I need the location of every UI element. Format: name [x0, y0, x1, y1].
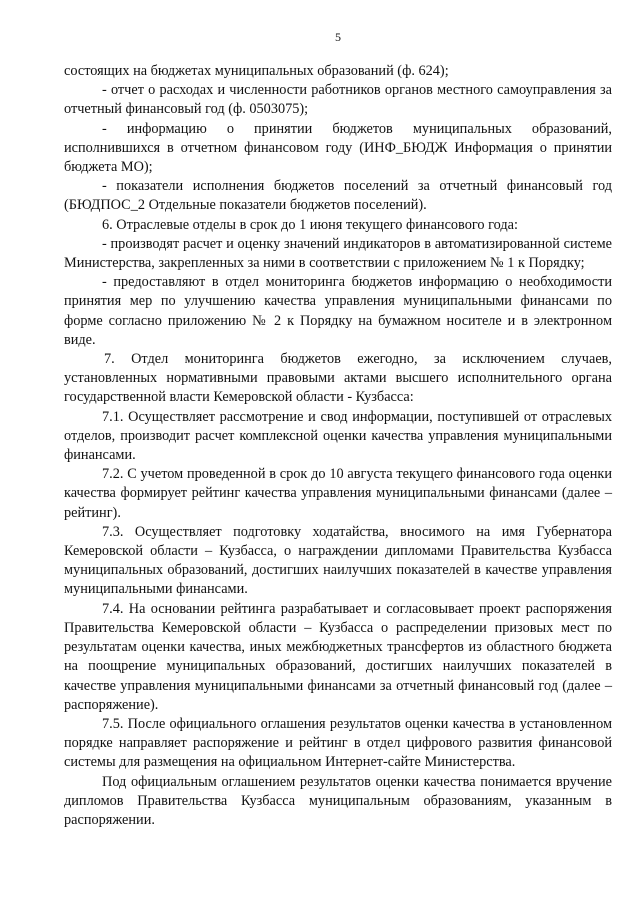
- paragraph-item-7-2: 7.2. С учетом проведенной в срок до 10 августа текущего финансового года оценки качества формирует рейтинг качества управления муниципальными финансами (далее – рейтинг).: [64, 466, 612, 521]
- paragraph-official-announcement: Под официальным оглашением результатов оценки качества понимается вручение дипломов Правительства Кузбасса муниципальным образованиям, указанным в распоряжении.: [64, 773, 612, 828]
- paragraph-continuation: состоящих на бюджетах муниципальных образований (ф. 624);: [64, 63, 449, 79]
- paragraph-item-6: 6. Отраслевые отделы в срок до 1 июня текущего финансового года:: [102, 216, 518, 233]
- paragraph-item-7-5: 7.5. После официального оглашения результатов оценки качества в установленном порядке направляет распоряжение и рейтинг в отдел цифрового развития финансовой системы для размещения на официальном Интернет-сайте Министерства.: [64, 715, 612, 771]
- paragraph-item-7-4: 7.4. На основании рейтинга разрабатывает и согласовывает проект распоряжения Правительства Кемеровской области – Кузбасса о распределении призовых мест по результатам оценки качества, иных межбюджетных трансфертов из областного бюджета на поощрение муниципальных образований, достигших наилучших показателей в качестве управления муниципальными финансами за отчетный финансовый год (далее – распоряжение).: [64, 600, 612, 713]
- page-number: 5: [335, 30, 341, 44]
- paragraph-settlement-indicators: - показатели исполнения бюджетов поселений за отчетный финансовый год (БЮДПОС_2 Отдельные показатели бюджетов поселений).: [64, 178, 612, 214]
- paragraph-report-expenses: - отчет о расходах и численности работников органов местного самоуправления за отчетный финансовый год (ф. 0503075);: [64, 82, 612, 118]
- paragraph-budget-adoption: - информацию о принятии бюджетов муниципальных образований, исполнившихся в отчетном финансовом году (ИНФ_БЮДЖ Информация о принятии бюджета МО);: [64, 120, 612, 176]
- document-body: [64, 62, 612, 830]
- paragraph-item-7-3: 7.3. Осуществляет подготовку ходатайства, вносимого на имя Губернатора Кемеровской области – Кузбасса, о награждении дипломами Правительства Кузбасса муниципальных образований, достигших наилучших показателей в качестве управления муниципальными финансами.: [64, 523, 612, 598]
- paragraph-item-6-calc: - производят расчет и оценку значений индикаторов в автоматизированной системе Министерства, закрепленных за ними в соответствии с приложением № 1 к Порядку;: [64, 235, 612, 272]
- paragraph-item-7: 7. Отдел мониторинга бюджетов ежегодно, за исключением случаев, установленных нормативными правовыми актами высшего исполнительного органа государственной власти Кемеровской области - Кузбасса:: [64, 351, 612, 406]
- paragraph-item-6-provide: - предоставляют в отдел мониторинга бюджетов информацию о необходимости принятия мер по улучшению качества управления муниципальными финансами по форме согласно приложению № 2 к Порядку на бумажном носителе и в электронном виде.: [64, 274, 612, 348]
- paragraph-item-7-1: 7.1. Осуществляет рассмотрение и свод информации, поступившей от отраслевых отделов, производит расчет комплексной оценки качества управления муниципальными финансами.: [64, 408, 612, 464]
